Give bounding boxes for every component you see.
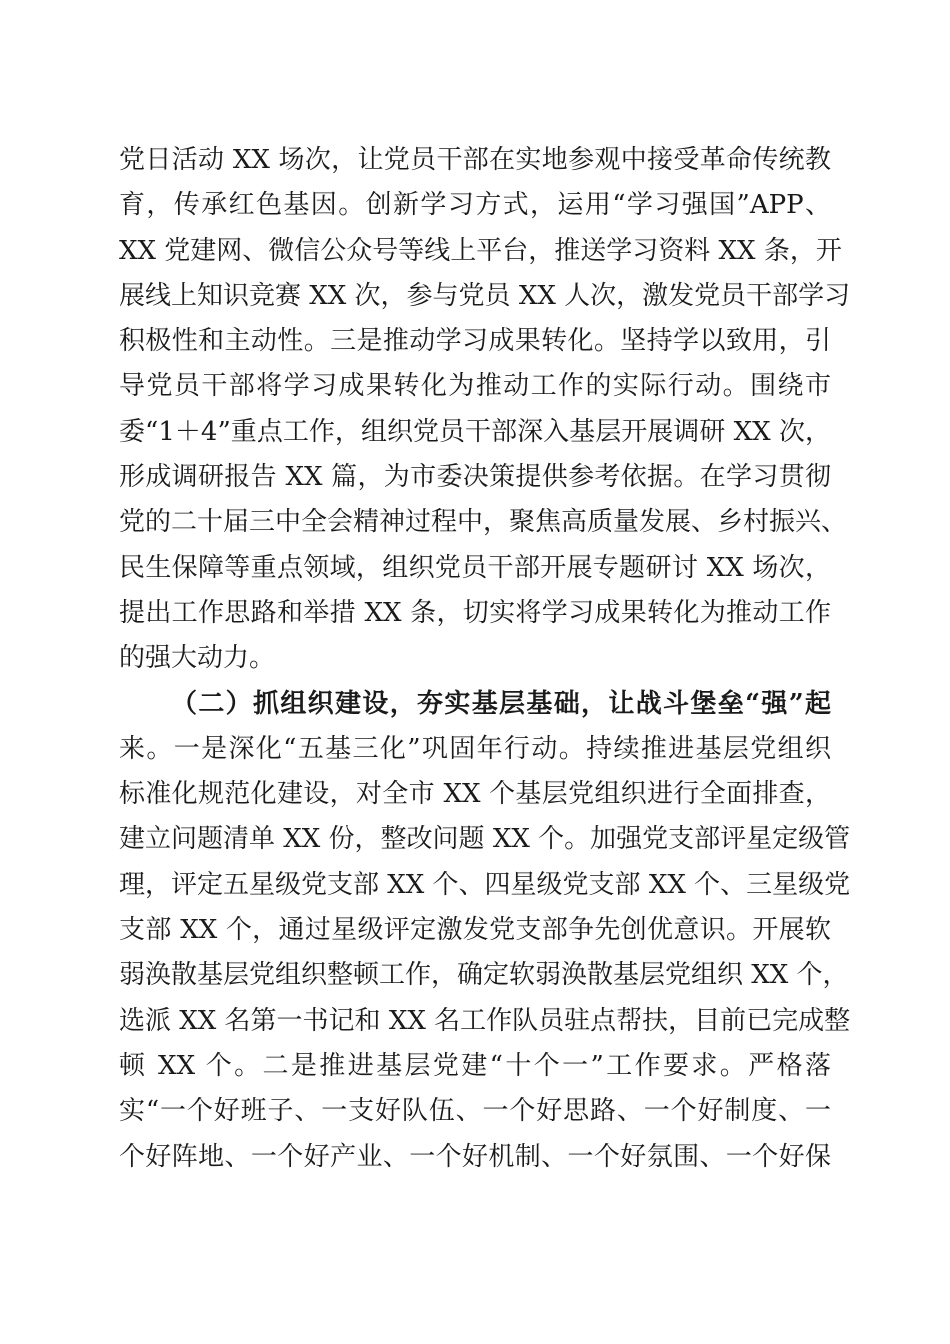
document-body <box>119 138 851 1180</box>
text-line: 形成调研报告 XX 篇，为市委决策提供参考依据。在学习贯彻 <box>119 462 831 493</box>
text-line: 标准化规范化建设，对全市 XX 个基层党组织进行全面排查， <box>119 779 831 810</box>
text-line: 民生保障等重点领域，组织党员干部开展专题研讨 XX 场次， <box>119 552 831 583</box>
text-line: XX 党建网、微信公众号等线上平台，推送学习资料 XX 条，开 <box>119 235 842 266</box>
text-line: 选派 XX 名第一书记和 XX 名工作队员驻点帮扶，目前已完成整 <box>119 1005 851 1036</box>
text-line: 个好阵地、一个好产业、一个好机制、一个好氛围、一个好保 <box>119 1141 831 1172</box>
text-line: 来。一是深化“五基三化”巩固年行动。持续推进基层党组织 <box>119 733 831 764</box>
text-line: 党的二十届三中全会精神过程中，聚焦高质量发展、乡村振兴、 <box>119 507 848 538</box>
text-line: 理，评定五星级党支部 XX 个、四星级党支部 XX 个、三星级党 <box>119 869 851 900</box>
text-line: 展线上知识竞赛 XX 次，参与党员 XX 人次，激发党员干部学习 <box>119 280 851 311</box>
text-line: 弱涣散基层党组织整顿工作，确定软弱涣散基层党组织 XX 个， <box>119 960 849 991</box>
text-line: 的强大动力。 <box>119 643 276 674</box>
text-line: 顿 XX 个。二是推进基层党建“十个一”工作要求。严格落 <box>119 1050 831 1081</box>
text-line: 委“1＋4”重点工作，组织党员干部深入基层开展调研 XX 次， <box>119 416 831 447</box>
text-line: 党日活动 XX 场次，让党员干部在实地参观中接受革命传统教 <box>119 145 831 175</box>
text-line: 积极性和主动性。三是推动学习成果转化。坚持学以致用，引 <box>119 326 831 357</box>
section-heading-line: （二）抓组织建设，夯实基层基础，让战斗堡垒“强”起 <box>171 688 831 719</box>
text-line: 提出工作思路和举措 XX 条，切实将学习成果转化为推动工作 <box>119 597 831 628</box>
text-line: 育，传承红色基因。创新学习方式，运用“学习强国”APP、 <box>119 190 831 221</box>
text-line: 实“一个好班子、一支好队伍、一个好思路、一个好制度、一 <box>119 1096 831 1127</box>
text-line: 支部 XX 个，通过星级评定激发党支部争先创优意识。开展软 <box>119 915 831 946</box>
text-line: 建立问题清单 XX 份，整改问题 XX 个。加强党支部评星定级管 <box>119 824 851 855</box>
text-line: 导党员干部将学习成果转化为推动工作的实际行动。围绕市 <box>119 371 831 402</box>
